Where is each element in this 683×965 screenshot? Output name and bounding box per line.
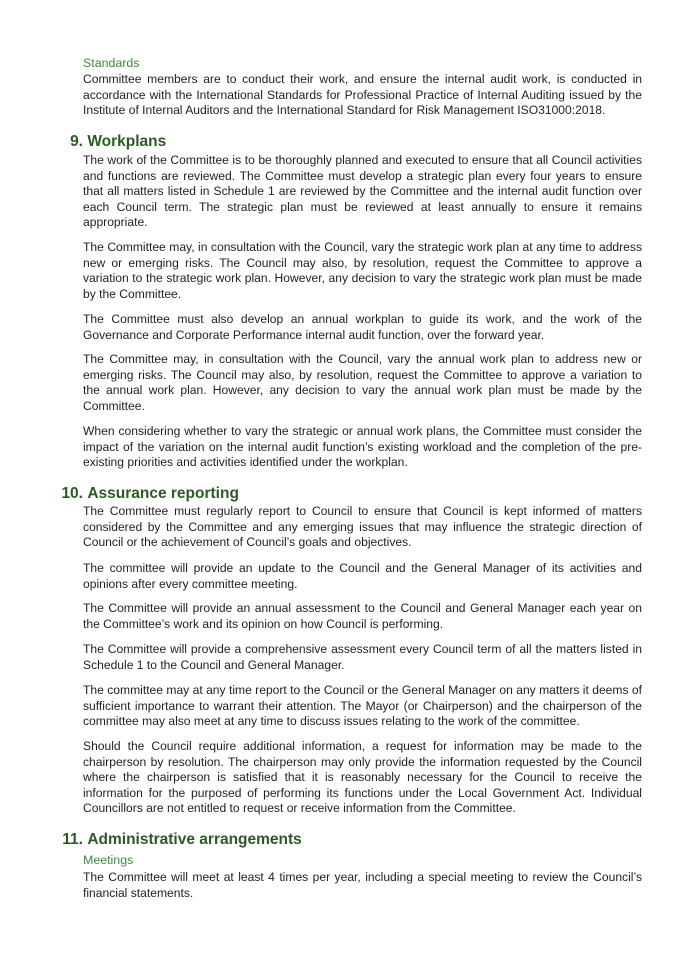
section-9-paragraph: The work of the Committee is to be thoroughly planned and executed to ensure that all Council activities and functions are reviewed. The Committee must develop a strategic plan every four years to ensure that all matters listed in Schedule 1 are reviewed by the Committee and the internal audit function over each Council term. The strategic plan must be reviewed at least annually to ensure it remains appropriate.: [83, 153, 642, 230]
section-9-heading: [50, 133, 650, 151]
section-9-paragraph: The Committee must also develop an annual workplan to guide its work, and the work of the Governance and Corporate Performance internal audit function, over the forward year.: [83, 312, 642, 342]
section-9-number: 9.: [70, 133, 83, 150]
section-10-paragraph: The Committee will provide an annual assessment to the Council and General Manager each year on the Committee’s work and its opinion on how Council is performing.: [83, 601, 642, 631]
section-10-paragraph: The Committee will provide a comprehensive assessment every Council term of all the matters listed in Schedule 1 to the Council and General Manager.: [83, 642, 642, 672]
standards-paragraph: Committee members are to conduct their work, and ensure the internal audit work, is conducted in accordance with the International Standards for Professional Practice of Internal Auditing issued by the Institute of Internal Auditors and the International Standard for Risk Management ISO31000:2018.: [83, 72, 642, 118]
section-11-paragraph: The Committee will meet at least 4 times per year, including a special meeting to review the Council’s financial statements.: [83, 870, 642, 900]
section-11-heading: [50, 831, 650, 849]
section-10-number: 10.: [61, 485, 83, 502]
section-11-number: 11.: [62, 831, 83, 848]
section-10-paragraph: The Committee must regularly report to Council to ensure that Council is kept informed of matters considered by the Committee and any emerging issues that may influence the strategic direction of Council or the achievement of Council’s goals and objectives.: [83, 504, 642, 550]
section-10-title: Assurance reporting: [87, 485, 239, 502]
standards-subheading: Standards: [83, 56, 140, 70]
section-10-heading: [50, 485, 650, 503]
section-9-paragraph: When considering whether to vary the strategic or annual work plans, the Committee must consider the impact of the variation on the internal audit function’s existing workload and the completion of the pre-existing priorities and activities identified under the workplan.: [83, 424, 642, 470]
section-9-title: Workplans: [87, 133, 167, 150]
section-9-paragraph: The Committee may, in consultation with the Council, vary the annual work plan to address new or emerging risks. The Council may also, by resolution, request the Committee to approve a variation to the annual work plan. However, any decision to vary the annual work plan must be made by the Committee.: [83, 352, 642, 413]
section-9-paragraph: The Committee may, in consultation with the Council, vary the strategic work plan at any time to address new or emerging risks. The Council may also, by resolution, request the Committee to approve a variation to the strategic work plan. However, any decision to vary the strategic work plan must be made by the Committee.: [83, 240, 642, 301]
meetings-subheading: Meetings: [83, 853, 134, 867]
section-10-paragraph: Should the Council require additional information, a request for information may be made to the chairperson by resolution. The chairperson may only provide the information requested by the Council where the chairperson is satisfied that it is reasonably necessary for the Council to receive the information for the purposed of performing its functions under the Local Government Act. Individual Councillors are not entitled to request or receive information from the Committee.: [83, 739, 642, 816]
section-11-title: Administrative arrangements: [87, 831, 302, 848]
section-10-paragraph: The committee may at any time report to the Council or the General Manager on any matters it deems of sufficient importance to warrant their attention. The Mayor (or Chairperson) and the chairperson of the committee may also meet at any time to discuss issues relating to the work of the committee.: [83, 683, 642, 729]
section-10-paragraph: The committee will provide an update to the Council and the General Manager of its activities and opinions after every committee meeting.: [83, 561, 642, 591]
